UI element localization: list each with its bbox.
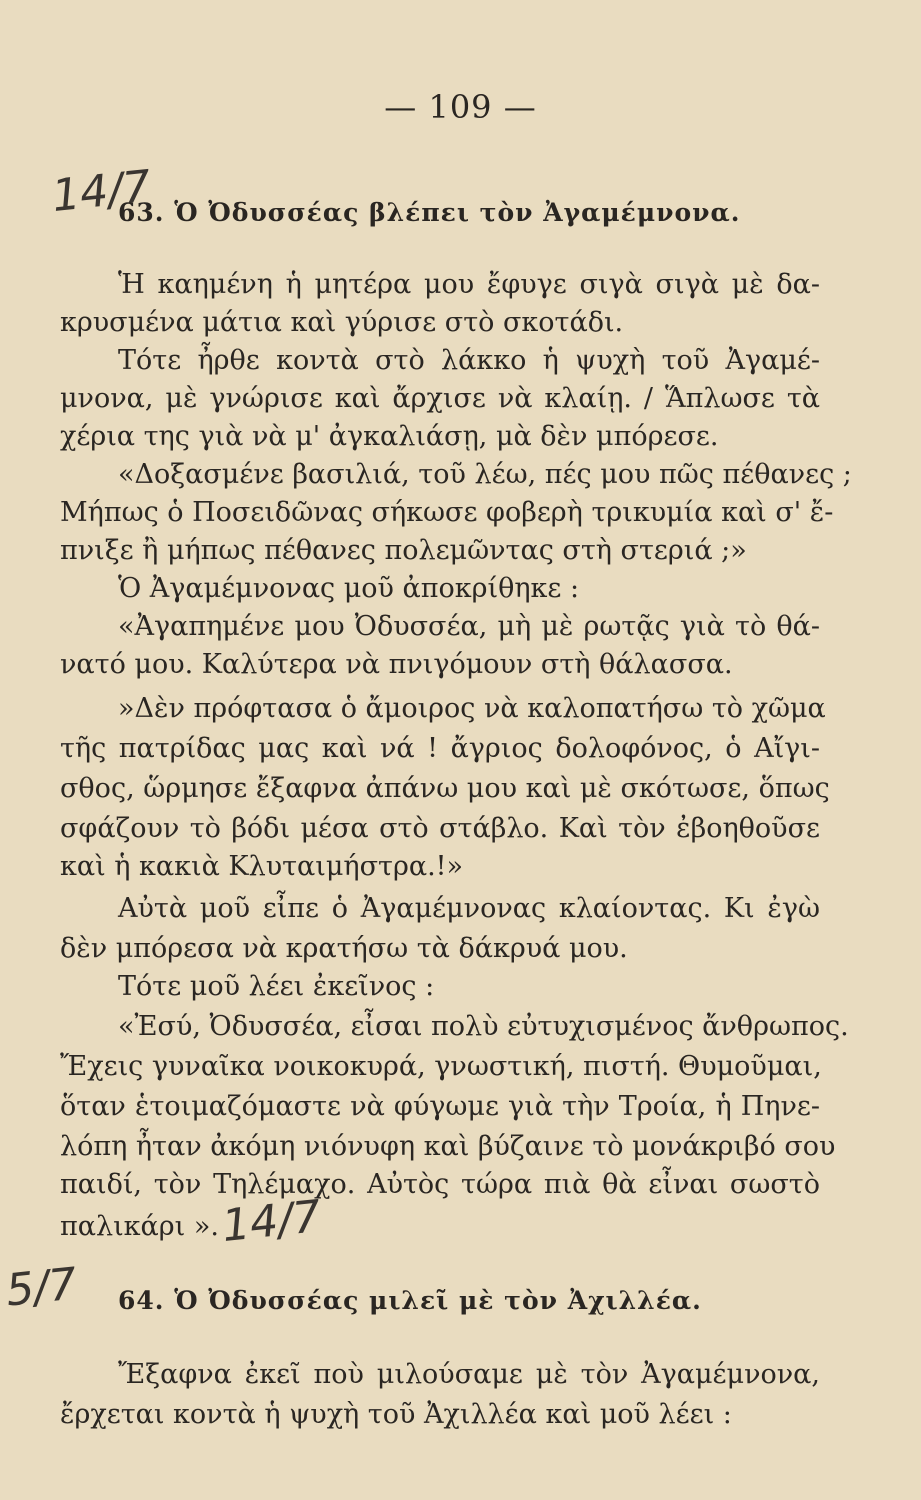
text-line: Τότε ἦρθε κοντὰ στὸ λάκκο ἡ ψυχὴ τοῦ Ἀγαμέ- <box>118 345 820 376</box>
text-line: μνονα, μὲ γνώρισε καὶ ἄρχισε νὰ κλαίῃ. / Ἅπλωσε τὰ <box>60 383 820 414</box>
text-line: πνιξε ἢ μήπως πέθανες πολεμῶντας στὴ στεριά ;» <box>60 535 747 566</box>
text-line: παλικάρι ». <box>60 1211 219 1242</box>
text-line: Τότε μοῦ λέει ἐκεῖνος : <box>118 971 435 1002</box>
text-line: παιδί, τὸν Τηλέμαχο. Αὐτὸς τώρα πιὰ θὰ εἶναι σωστὸ <box>60 1169 820 1200</box>
handwritten-date-note: 14/7 <box>219 1190 324 1253</box>
text-line: δὲν μπόρεσα νὰ κρατήσω τὰ δάκρυά μου. <box>60 933 628 964</box>
text-line: Μήπως ὁ Ποσειδῶνας σήκωσε φοβερὴ τρικυμία καὶ σ' ἔ- <box>60 497 834 528</box>
handwritten-date-note: 14/7 <box>49 160 154 223</box>
text-line: ὅταν ἑτοιμαζόμαστε νὰ φύγωμε γιὰ τὴν Τροία, ἡ Πηνε- <box>60 1091 820 1122</box>
text-line: Αὐτὰ μοῦ εἶπε ὁ Ἀγαμέμνονας κλαίοντας. Κι ἐγὼ <box>118 893 820 924</box>
text-line: Ἔχεις γυναῖκα νοικοκυρά, γνωστική, πιστή. Θυμοῦμαι, <box>60 1051 822 1082</box>
text-line: νατό μου. Καλύτερα νὰ πνιγόμουν στὴ θάλασσα. <box>60 649 733 680</box>
text-line: Ἔξαφνα ἐκεῖ ποὺ μιλούσαμε μὲ τὸν Ἀγαμέμνονα, <box>118 1359 820 1390</box>
handwritten-date-note: 5/7 <box>3 1258 80 1317</box>
text-line: κρυσμένα μάτια καὶ γύρισε στὸ σκοτάδι. <box>60 307 624 338</box>
text-line: »Δὲν πρόφτασα ὁ ἄμοιρος νὰ καλοπατήσω τὸ χῶμα <box>118 693 826 724</box>
section-64-heading: 64. Ὁ Ὀδυσσέας μιλεῖ μὲ τὸν Ἀχιλλέα. <box>118 1286 702 1315</box>
text-line: ἔρχεται κοντὰ ἡ ψυχὴ τοῦ Ἀχιλλέα καὶ μοῦ λέει : <box>60 1399 732 1430</box>
text-line: Ὁ Ἀγαμέμνονας μοῦ ἀποκρίθηκε : <box>118 573 580 604</box>
text-line: «Δοξασμένε βασιλιά, τοῦ λέω, πές μου πῶς πέθανες ; <box>118 459 852 490</box>
text-line: «Ἀγαπημένε μου Ὀδυσσέα, μὴ μὲ ρωτᾷς γιὰ τὸ θά- <box>118 611 820 642</box>
text-line: «Ἐσύ, Ὀδυσσέα, εἶσαι πολὺ εὐτυχισμένος ἄνθρωπος. <box>118 1011 849 1042</box>
text-line: χέρια της γιὰ νὰ μ' ἀγκαλιάσῃ, μὰ δὲν μπόρεσε. <box>60 421 719 452</box>
section-63-heading: 63. Ὁ Ὀδυσσέας βλέπει τὸν Ἀγαμέμνονα. <box>118 198 741 227</box>
text-line: σθος, ὥρμησε ἔξαφνα ἀπάνω μου καὶ μὲ σκότωσε, ὅπως <box>60 773 830 804</box>
text-line: καὶ ἡ κακιὰ Κλυταιμήστρα.!» <box>60 851 464 882</box>
text-line: Ἡ καημένη ἡ μητέρα μου ἔφυγε σιγὰ σιγὰ μὲ δα- <box>118 269 820 300</box>
text-line: λόπη ἦταν ἀκόμη νιόνυφη καὶ βύζαινε τὸ μονάκριβό σου <box>60 1131 836 1162</box>
text-line: σφάζουν τὸ βόδι μέσα στὸ στάβλο. Καὶ τὸν ἐβοηθοῦσε <box>60 813 820 844</box>
text-line: τῆς πατρίδας μας καὶ νά ! ἄγριος δολοφόνος, ὁ Αἴγι- <box>60 733 820 764</box>
page-number: — 109 — <box>384 88 537 126</box>
